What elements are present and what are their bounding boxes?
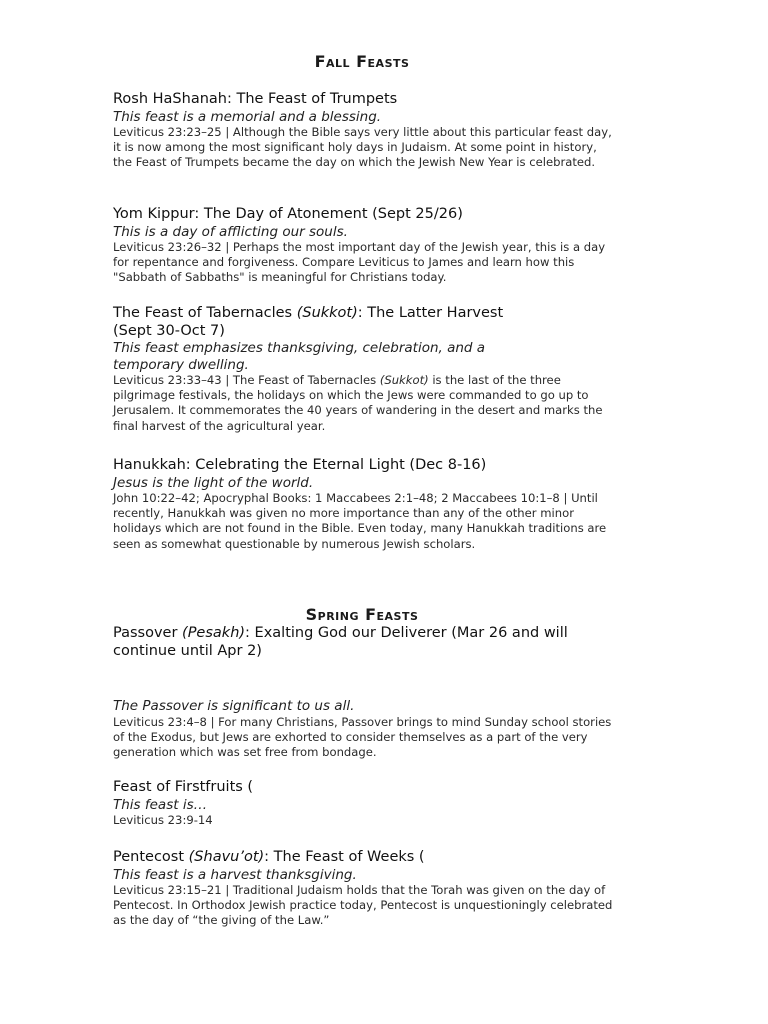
feast-tagline: Jesus is the light of the world. (113, 474, 314, 491)
feast-entry-firstfruits (113, 779, 613, 828)
heading-text: : The Feast of Weeks ( (264, 849, 425, 865)
feast-entry-rosh-hashanah (113, 91, 613, 171)
feast-description: Leviticus 23:23–25 | Although the Bible says very little about this particular feast day, it is now among the most significant holy days in Judaism. At some point in history, the Feast of Trumpets became the day on which the Jewish New Year is celebrated. (113, 125, 612, 170)
feast-description: Leviticus 23:15–21 | Traditional Judaism holds that the Torah was given on the day of Pentecost. In Orthodox Jewish practice today, Pentecost is unquestioningly celebrated as the day of “the giving of the Law.” (113, 883, 613, 928)
feast-entry-passover (113, 625, 613, 660)
heading-text: : The Latter Harvest (Sept 30-Oct 7) (113, 305, 504, 339)
feast-tagline: This feast is… (113, 796, 208, 813)
feast-description: Leviticus 23:26–32 | Perhaps the most important day of the Jewish year, this is a day for repentance and forgiveness. Compare Leviticus to James and learn how this "Sabbath of Sabbaths" is meaningful for Christians today. (113, 240, 606, 285)
feast-entry-passover-details (113, 698, 613, 760)
fall-feasts-title: Fall Feasts (314, 52, 410, 71)
feast-entry-hanukkah (113, 457, 613, 552)
feast-entry-pentecost (113, 849, 613, 929)
feast-heading: Hanukkah: Celebrating the Eternal Light (Dec 8-16) (113, 457, 487, 473)
feast-heading (113, 849, 613, 867)
feast-tagline: This feast is a harvest thanksgiving. (113, 866, 357, 883)
feast-heading: Rosh HaShanah: The Feast of Trumpets (113, 91, 398, 107)
feast-entry-tabernacles (113, 305, 613, 434)
feast-heading: Yom Kippur: The Day of Atonement (Sept 25/26) (113, 206, 463, 222)
feast-description (113, 373, 613, 434)
heading-hebrew-name: (Sukkot) (296, 305, 358, 321)
heading-text: The Feast of Tabernacles (113, 305, 297, 321)
spring-feasts-title: Spring Feasts (305, 605, 419, 624)
heading-hebrew-name: (Pesakh) (182, 625, 246, 641)
feast-tagline: This is a day of afflicting our souls. (113, 223, 348, 240)
feast-description: John 10:22–42; Apocryphal Books: 1 Maccabees 2:1–48; 2 Maccabees 10:1–8 | Until recently, Hanukkah was given no more importance than any of the other minor holidays which are not found in the Bible. Even today, many Hanukkah traditions are seen as somewhat questionable by numerous Jewish scholars. (113, 491, 607, 551)
feast-tagline: The Passover is significant to us all. (113, 698, 355, 714)
feast-heading (113, 625, 583, 660)
feast-tagline: This feast emphasizes thanksgiving, celebration, and a temporary dwelling. (113, 340, 486, 373)
feast-description: Leviticus 23:9-14 (113, 813, 213, 827)
feast-entry-yom-kippur (113, 206, 613, 286)
body-text: Leviticus 23:33–43 | The Feast of Tabernacles (113, 373, 380, 387)
heading-text: Pentecost (113, 849, 189, 865)
feast-heading (113, 305, 513, 340)
body-text: is the last of the three pilgrimage festivals, the holidays on which the Jews were commanded to go up to Jerusalem. It commemorates the 40 years of wandering in the desert and marks the final harvest of the agricultural year. (113, 373, 603, 433)
feast-tagline: This feast is a memorial and a blessing. (113, 108, 382, 125)
body-hebrew-name: (Sukkot) (379, 373, 429, 387)
heading-text: Passover (113, 625, 183, 641)
feast-heading: Feast of Firstfruits ( (113, 779, 254, 795)
heading-text: : Exalting God our Deliverer (Mar 26 and will continue until Apr 2) (113, 625, 568, 659)
feast-description: Leviticus 23:4–8 | For many Christians, Passover brings to mind Sunday school stories of the Exodus, but Jews are exhorted to consider themselves as a part of the very generation which was set free from bondage. (113, 714, 612, 759)
heading-hebrew-name: (Shavu’ot) (188, 849, 265, 865)
